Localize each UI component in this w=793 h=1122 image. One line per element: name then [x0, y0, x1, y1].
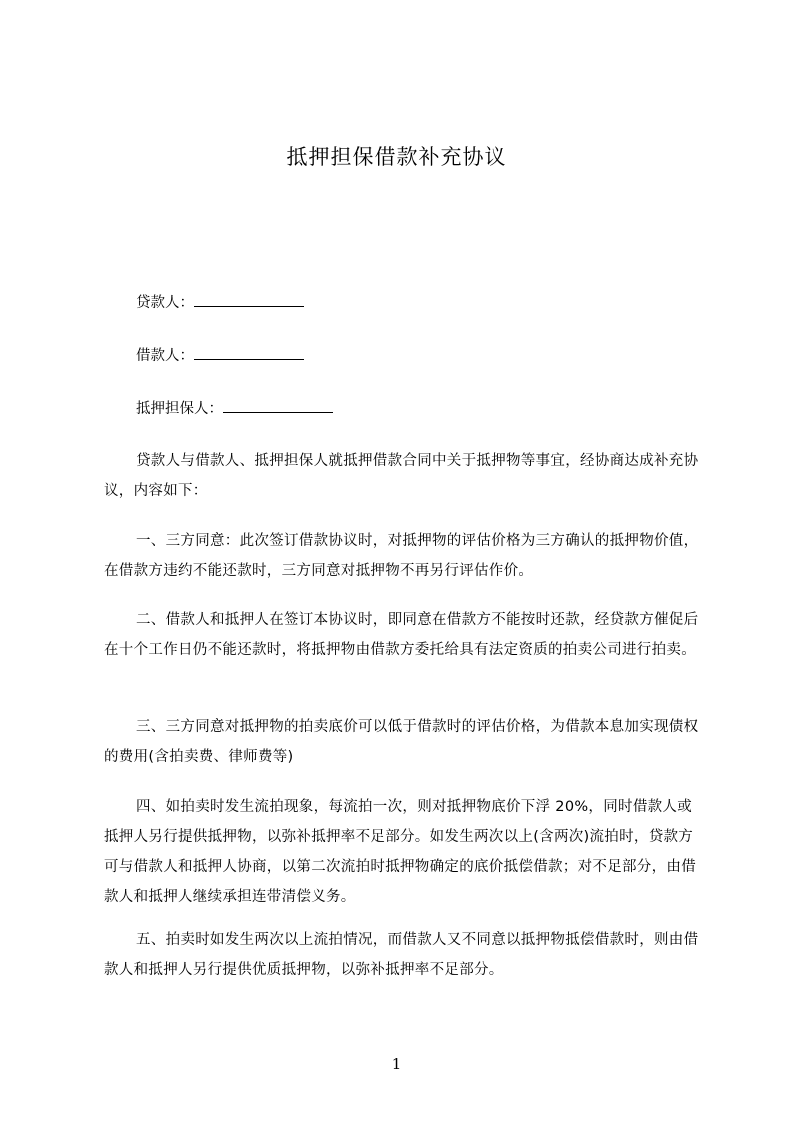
- guarantor-field: [136, 397, 333, 419]
- borrower-blank: [194, 344, 304, 360]
- lender-field: [136, 291, 304, 313]
- clause-1-paragraph: 一、三方同意：此次签订借款协议时，对抵押物的评估价格为三方确认的抵押物价值，在借款方违约不能还款时，三方同意对抵押物不再另行评估作价。: [104, 533, 699, 579]
- lender-blank: [194, 291, 304, 307]
- lender-label: 贷款人：: [136, 295, 194, 311]
- guarantor-blank: [223, 397, 333, 413]
- clause-2-paragraph: 二、借款人和抵押人在签订本协议时，即同意在借款方不能按时还款，经贷款方催促后在十个工作日仍不能还款时，将抵押物由借款方委托给具有法定资质的拍卖公司进行拍卖。: [104, 612, 699, 658]
- borrower-label: 借款人：: [136, 348, 194, 364]
- clause-3-paragraph: 三、三方同意对抵押物的拍卖底价可以低于借款时的评估价格，为借款本息加实现债权的费用(含拍卖费、律师费等): [104, 719, 699, 765]
- clause-4-paragraph: 四、如拍卖时发生流拍现象，每流拍一次，则对抵押物底价下浮 20%，同时借款人或抵押人另行提供抵押物，以弥补抵押率不足部分。如发生两次以上(含两次)流拍时，贷款方可与借款人和抵押人协商，以第二次流拍时抵押物确定的底价抵偿借款；对不足部分，由借款人和抵押人继续承担连带清偿义务。: [104, 799, 696, 905]
- clause-5-paragraph: 五、拍卖时如发生两次以上流拍情况，而借款人又不同意以抵押物抵偿借款时，则由借款人和抵押人另行提供优质抵押物，以弥补抵押率不足部分。: [104, 932, 699, 978]
- page-number: 1: [391, 1055, 402, 1073]
- document-title: 抵押担保借款补充协议: [286, 145, 507, 169]
- intro-paragraph: 贷款人与借款人、抵押担保人就抵押借款合同中关于抵押物等事宜，经协商达成补充协议，内容如下：: [104, 453, 699, 499]
- borrower-field: [136, 344, 304, 366]
- guarantor-label: 抵押担保人：: [136, 401, 223, 417]
